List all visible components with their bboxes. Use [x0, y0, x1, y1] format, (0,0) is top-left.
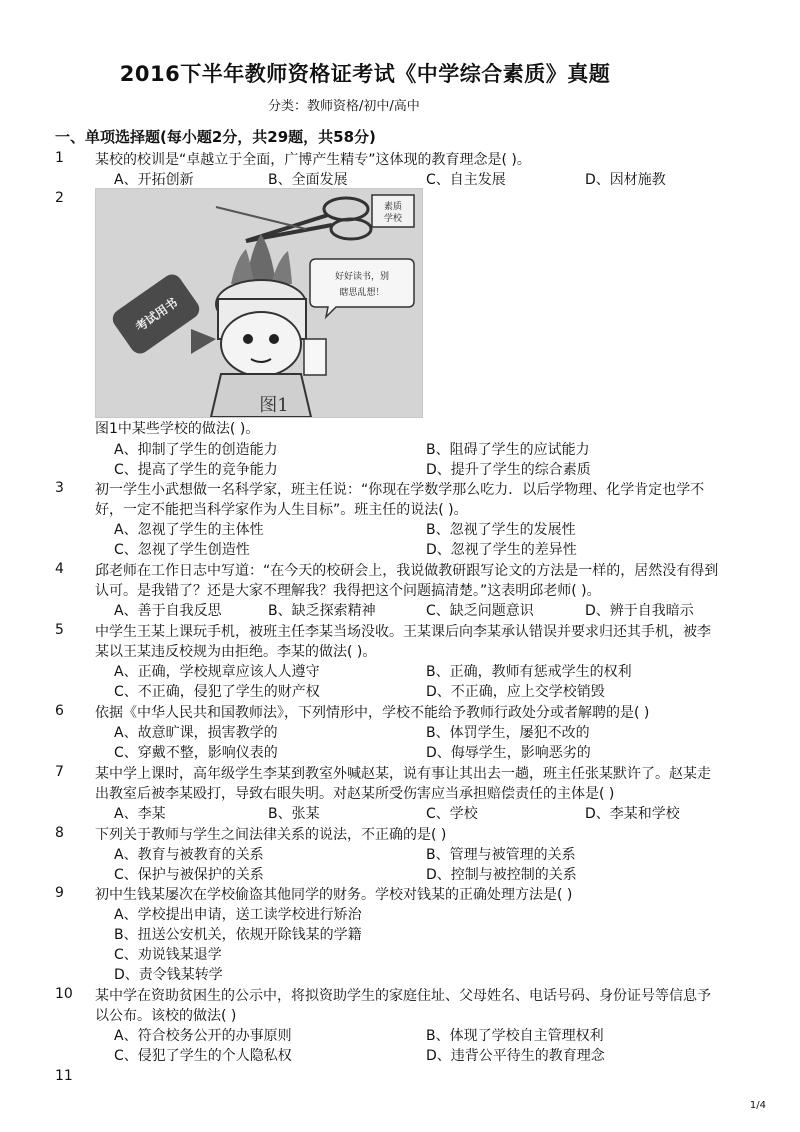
option-c: C、缺乏问题意识	[426, 603, 534, 619]
question-text-line-2: 认可。是我错了？还是大家不理解我？我得把这个问题搞清楚。”这表明邱老师( )。	[95, 583, 601, 599]
svg-text:学校: 学校	[383, 214, 403, 224]
option-b: B、全面发展	[268, 172, 348, 188]
option-b: B、缺乏探索精神	[268, 603, 376, 619]
question-number: 4	[55, 561, 64, 577]
question-text-line-1: 某中学在资助贫困生的公示中，将拟资助学生的家庭住址、父母姓名、电话号码、身份证号等信息予	[95, 988, 711, 1004]
option-b: B、忽视了学生的发展性	[426, 522, 576, 538]
page-number: 1/4	[749, 1100, 766, 1111]
question-text-line-2: 以公布。该校的做法( )	[95, 1008, 237, 1024]
option-b: B、管理与被管理的关系	[426, 847, 576, 863]
option-c: C、忽视了学生创造性	[114, 542, 250, 558]
option-b: B、阻碍了学生的应试能力	[426, 442, 590, 458]
option-d: D、因材施教	[585, 172, 666, 188]
option-c: C、穿戴不整，影响仪表的	[114, 745, 278, 761]
question-text: 依据《中华人民共和国教师法》，下列情形中，学校不能给予教师行政处分或者解聘的是( )	[95, 705, 650, 721]
question-text: 某校的校训是“卓越立于全面，广博产生精专”这体现的教育理念是( )。	[95, 152, 531, 168]
cartoon-figure	[95, 188, 423, 418]
option-a: A、抑制了学生的创造能力	[114, 442, 278, 458]
document-title: 2016下半年教师资格证考试《中学综合素质》真题	[119, 62, 611, 86]
option-c: C、劝说钱某退学	[114, 947, 222, 963]
option-d: D、辨于自我暗示	[585, 603, 694, 619]
question-text-line-2: 好，一定不能把当科学家作为人生目标”。班主任的说法( )。	[95, 502, 468, 518]
option-b: B、体罚学生，屡犯不改的	[426, 725, 590, 741]
svg-text:瞎思乱想！: 瞎思乱想！	[339, 288, 385, 298]
option-c: C、提高了学生的竞争能力	[114, 462, 278, 478]
option-d: D、李某和学校	[585, 806, 680, 822]
question-number: 8	[55, 825, 64, 841]
option-b: B、张某	[268, 806, 320, 822]
figure-caption: 图1中某些学校的做法( )。	[95, 421, 260, 437]
question-number: 9	[55, 885, 64, 901]
option-a: A、符合校务公开的办事原则	[114, 1028, 292, 1044]
option-c: C、自主发展	[426, 172, 506, 188]
svg-text:好好读书，别: 好好读书，别	[334, 272, 390, 282]
option-c: C、不正确，侵犯了学生的财产权	[114, 684, 320, 700]
question-text-line-1: 某中学上课时，高年级学生李某到教室外喊赵某，说有事让其出去一趟，班主任张某默许了。赵某走	[95, 766, 711, 782]
svg-text:图1: 图1	[259, 395, 289, 416]
question-number: 5	[55, 622, 64, 638]
question-number: 2	[55, 190, 64, 206]
option-d: D、提升了学生的综合素质	[426, 462, 591, 478]
question-number: 3	[55, 480, 64, 496]
svg-text:考试用书: 考试用书	[132, 295, 181, 335]
option-b: B、正确，教师有惩戒学生的权利	[426, 664, 632, 680]
question-text: 下列关于教师与学生之间法律关系的说法，不正确的是( )	[95, 827, 447, 843]
document-category: 分类：教师资格/初中/高中	[268, 99, 420, 114]
option-a: A、故意旷课，损害教学的	[114, 725, 278, 741]
option-a: A、善于自我反思	[114, 603, 222, 619]
svg-text:素质: 素质	[383, 202, 403, 212]
option-d: D、忽视了学生的差异性	[426, 542, 577, 558]
option-a: A、李某	[114, 806, 166, 822]
option-a: A、学校提出申请，送工读学校进行矫治	[114, 907, 362, 923]
question-number: 10	[55, 986, 73, 1002]
option-b: B、体现了学校自主管理权利	[426, 1028, 604, 1044]
option-d: D、控制与被控制的关系	[426, 867, 577, 883]
option-d: D、违背公平待生的教育理念	[426, 1048, 605, 1064]
question-text-line-1: 中学生王某上课玩手机，被班主任李某当场没收。王某课后向李某承认错误并要求归还其手机，被李	[95, 624, 711, 640]
option-c: C、侵犯了学生的个人隐私权	[114, 1048, 292, 1064]
option-a: A、开拓创新	[114, 172, 194, 188]
section-heading: 一、单项选择题(每小题2分，共29题，共58分)	[55, 128, 376, 146]
cartoon-illustration	[96, 189, 422, 417]
question-text-line-2: 某以王某违反校规为由拒绝。李某的做法( )。	[95, 644, 377, 660]
option-d: D、侮辱学生，影响恶劣的	[426, 745, 591, 761]
option-d: D、不正确，应上交学校销毁	[426, 684, 605, 700]
option-a: A、正确，学校规章应该人人遵守	[114, 664, 320, 680]
option-a: A、教育与被教育的关系	[114, 847, 264, 863]
question-text-line-1: 初一学生小武想做一名科学家，班主任说：“你现在学数学那么吃力．以后学物理、化学肯定也学不	[95, 482, 705, 498]
question-text-line-2: 出教室后被李某殴打，导致右眼失明。对赵某所受伤害应当承担赔偿责任的主体是( )	[95, 786, 615, 802]
option-c: C、保护与被保护的关系	[114, 867, 264, 883]
question-number: 7	[55, 764, 64, 780]
option-a: A、忽视了学生的主体性	[114, 522, 264, 538]
question-11-number: 11	[55, 1068, 73, 1084]
question-number: 6	[55, 703, 64, 719]
question-number: 1	[55, 150, 64, 166]
question-text-line-1: 邱老师在工作日志中写道：“在今天的校研会上，我说做教研跟写论文的方法是一样的，居然没有得到	[95, 563, 719, 579]
option-d: D、责令钱某转学	[114, 967, 223, 983]
question-text: 初中生钱某屡次在学校偷盗其他同学的财务。学校对钱某的正确处理方法是( )	[95, 887, 573, 903]
option-c: C、学校	[426, 806, 478, 822]
option-b: B、扭送公安机关，依规开除钱某的学籍	[114, 927, 362, 943]
